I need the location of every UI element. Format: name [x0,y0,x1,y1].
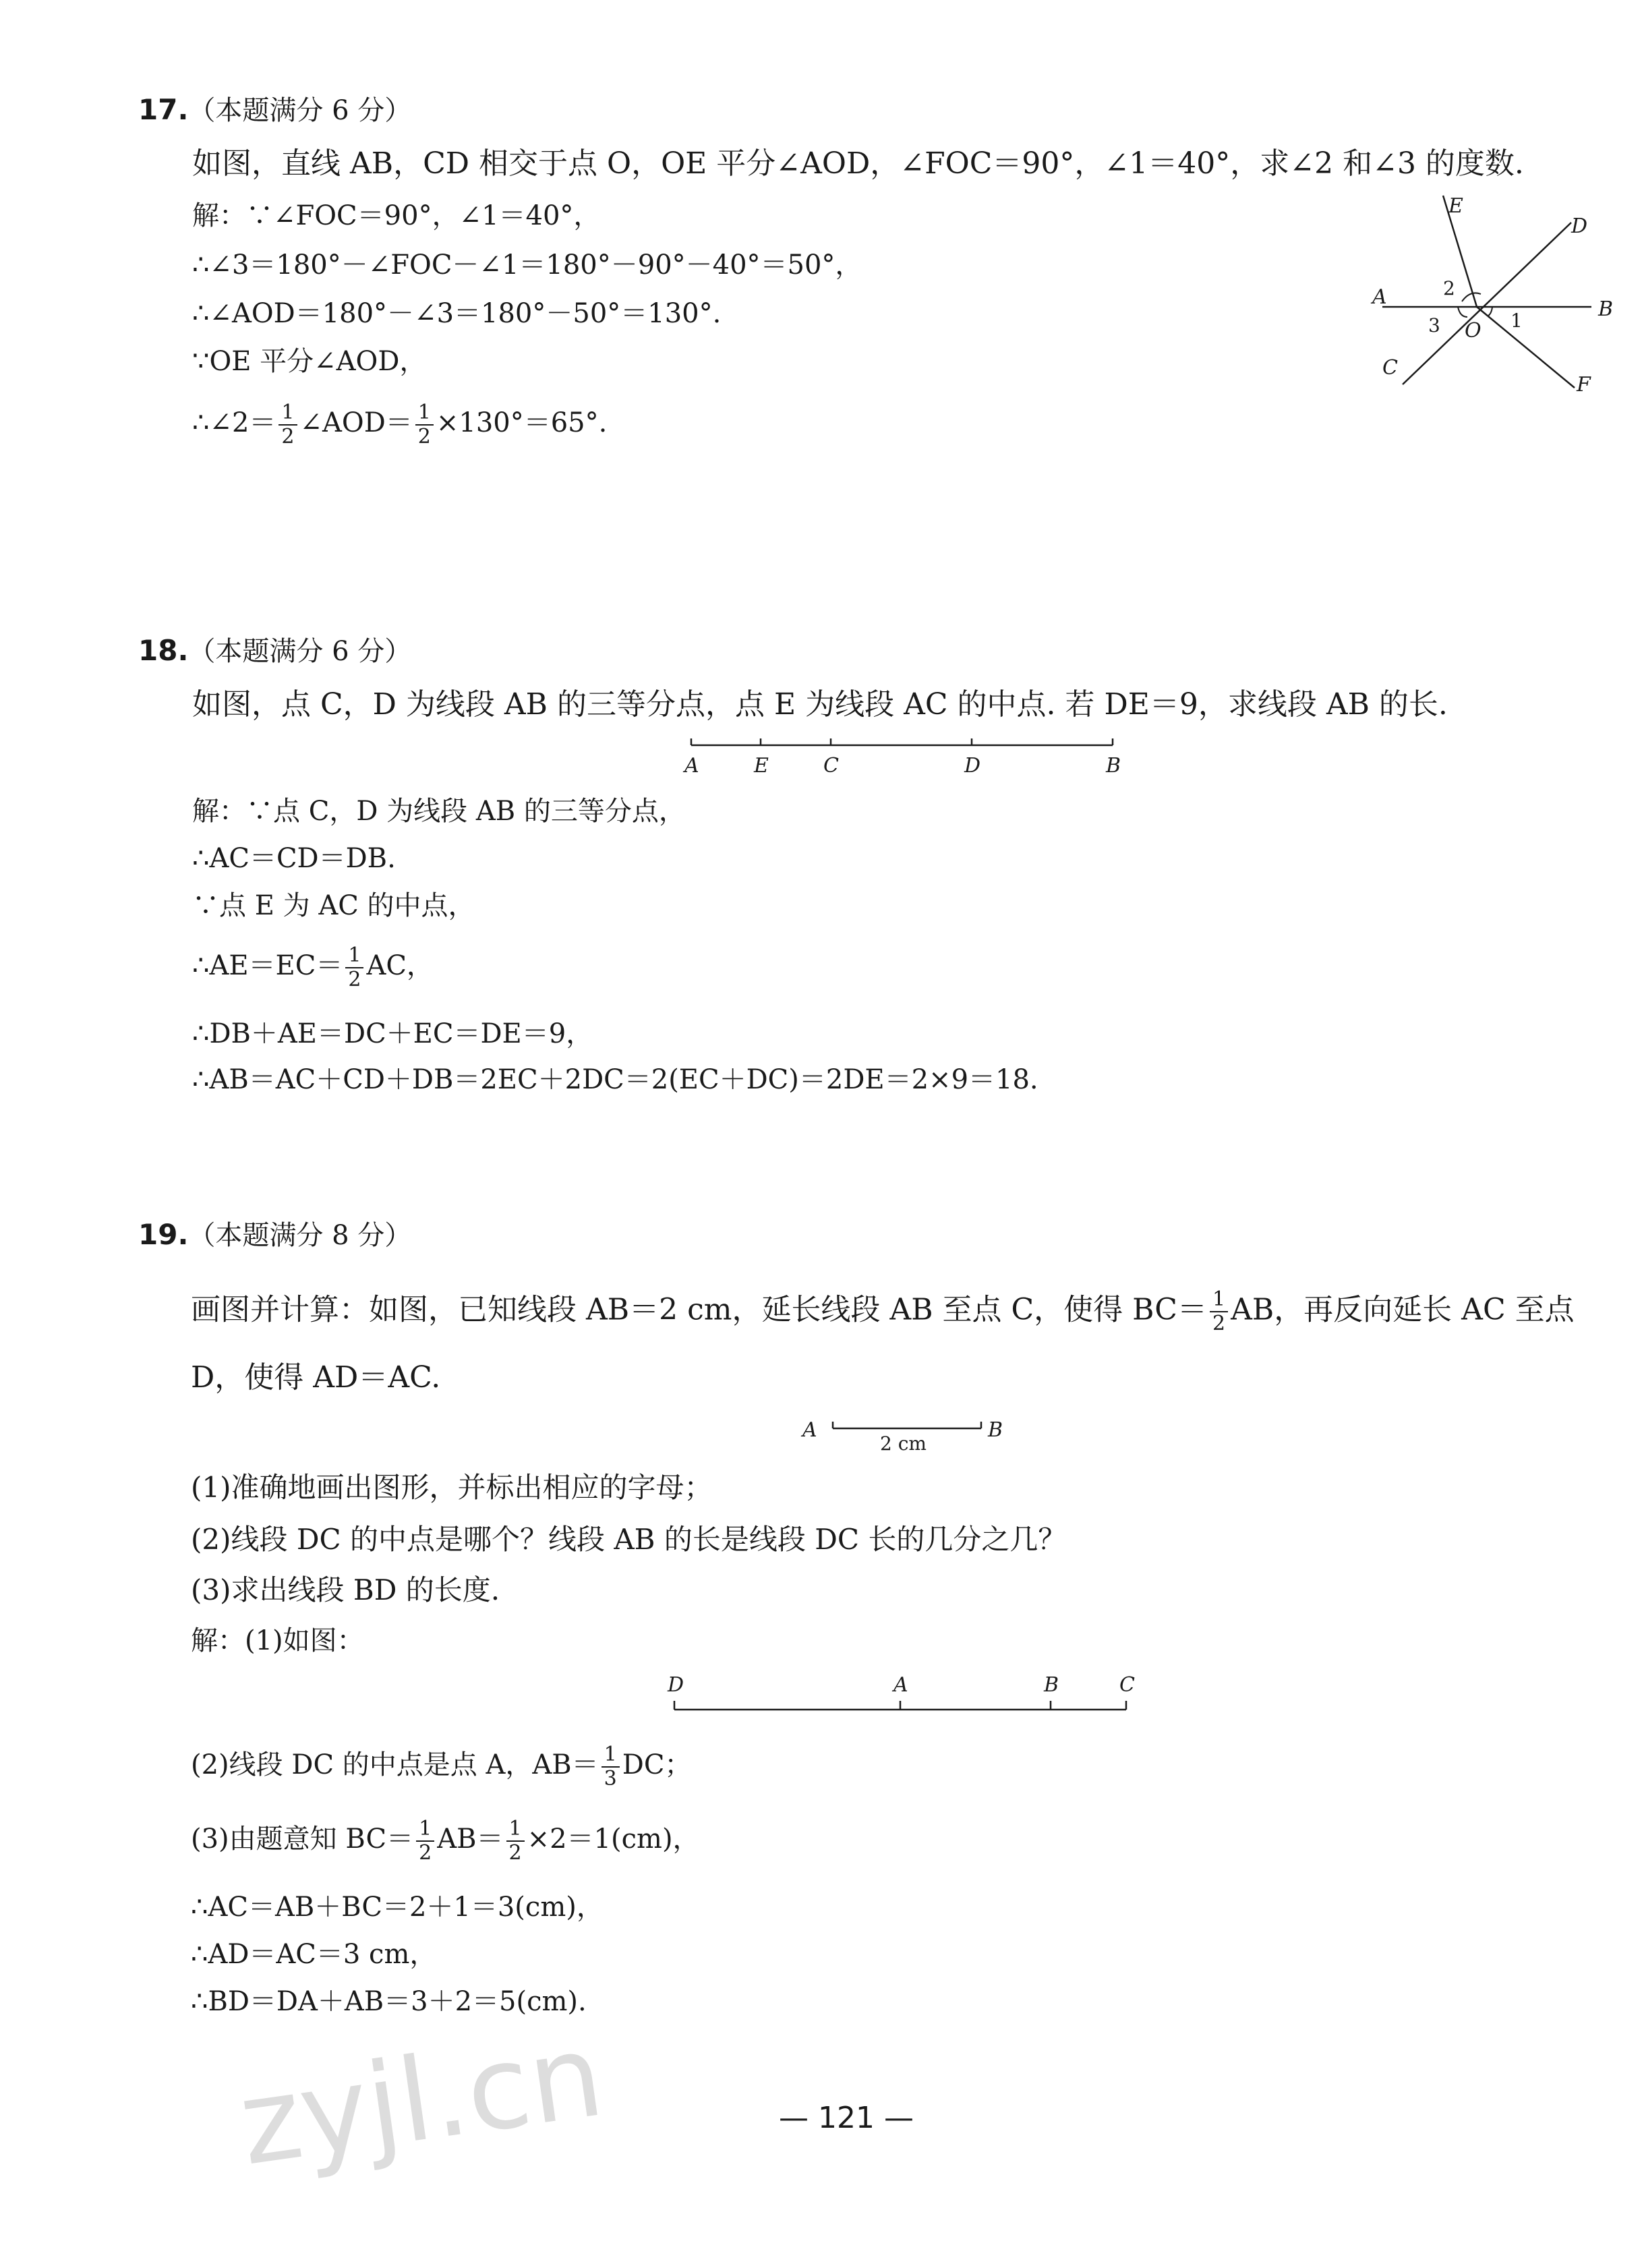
q18-stem: 如图，点 C，D 为线段 AB 的三等分点，点 E 为线段 AC 的中点. 若 DE＝9，求线段 AB 的长. [192,687,1448,722]
q19-part-3: (3)求出线段 BD 的长度. [191,1573,500,1606]
q19-sol-3 [191,1818,700,1865]
q19-sol-2-b: DC； [622,1749,692,1780]
q19-meta: （本题满分 8 分） [188,1220,412,1251]
q17-sol-4: ∵OE 平分∠AOD， [192,346,427,377]
q19-sol-1: 解：(1)如图： [191,1625,364,1656]
q19-stem-frac [1210,1288,1228,1335]
q17-frac-2 [415,401,434,448]
fig1-length: 2 cm [880,1432,927,1455]
q17-sol-2: ∴∠3＝180°－∠FOC－∠1＝180°－90°－40°＝50°， [192,250,862,281]
q18-sol-4 [192,944,434,991]
label-angle-1: 1 [1511,310,1523,332]
q17-sol-1: 解：∵∠FOC＝90°，∠1＝40°， [192,200,601,231]
label-A: A [1372,285,1387,309]
q19-stem-1 [191,1288,1575,1335]
q19-sol-2-a: (2)线段 DC 的中点是点 A，AB＝ [191,1749,599,1780]
angle-arc-3 [1458,307,1467,317]
q19-sol-3-frac-2-num: 1 [506,1818,525,1842]
q17-sol-3: ∴∠AOD＝180°－∠3＝180°－50°＝130°. [192,298,722,329]
angle-arc-2 [1462,293,1481,301]
q19-sol-3-a: (3)由题意知 BC＝ [191,1824,414,1855]
q17-sol-5-c: ×130°＝65°. [436,407,608,438]
label-angle-3: 3 [1428,314,1440,337]
q19-sol-3-frac-2-den: 2 [508,1841,522,1865]
fig2-label-C: C [1119,1673,1135,1697]
page-number: — 121 — [779,2101,914,2135]
q19-stem-1-b: AB，再反向延长 AC 至点 [1231,1292,1575,1327]
q19-sol-2 [191,1743,691,1791]
q18-heading [138,632,411,670]
q17-heading [138,91,411,129]
fig2-label-A: A [893,1673,908,1697]
q19-sol-3-frac-2 [506,1818,525,1865]
fig1-label-A: A [802,1418,817,1442]
q18-label-C: C [823,754,839,778]
q17-frac-2-den: 2 [417,425,431,448]
q18-frac-den: 2 [348,968,361,991]
label-B: B [1598,297,1614,321]
q18-sol-6: ∴AB＝AC＋CD＋DB＝2EC＋2DC＝2(EC＋DC)＝2DE＝2×9＝18. [192,1064,1038,1095]
label-O: O [1465,319,1482,343]
watermark: zyjl.cn [231,2008,611,2192]
q18-frac-num: 1 [345,944,363,968]
q17-frac-1-den: 2 [281,425,295,448]
q17-number: 17. [138,93,189,126]
q19-figure-2 [647,1659,1146,1720]
q17-figure [1359,189,1629,411]
q17-sol-5-a: ∴∠2＝ [192,407,276,438]
ray-of [1477,307,1575,388]
q19-sol-4: ∴AC＝AB＋BC＝2＋1＝3(cm)， [191,1892,604,1923]
q18-number: 18. [138,634,189,667]
q17-meta: （本题满分 6 分） [188,95,412,126]
q19-stem-1-a: 画图并计算：如图，已知线段 AB＝2 cm，延长线段 AB 至点 C，使得 BC＝ [191,1292,1207,1327]
q18-sol-4-a: ∴AE＝EC＝ [192,950,343,981]
q19-part-1: (1)准确地画出图形，并标出相应的字母； [191,1471,713,1504]
q18-sol-2: ∴AC＝CD＝DB. [192,843,396,874]
label-F: F [1577,373,1591,397]
q19-sol-5: ∴AD＝AC＝3 cm， [191,1939,437,1970]
fig2-label-B: B [1044,1673,1059,1697]
fig1-label-B: B [988,1418,1003,1442]
q19-number: 19. [138,1218,189,1251]
q19-sol-6: ∴BD＝DA＋AB＝3＋2＝5(cm). [191,1986,587,2017]
q19-stem-2: D，使得 AD＝AC. [191,1360,441,1395]
q19-sol-3-frac-1-num: 1 [416,1818,434,1842]
q19-stem-frac-den: 2 [1212,1312,1226,1335]
q17-sol-5-b: ∠AOD＝ [299,407,413,438]
q18-figure [674,728,1146,789]
line-cd [1403,223,1571,384]
q17-stem: 如图，直线 AB，CD 相交于点 O，OE 平分∠AOD，∠FOC＝90°，∠1＝40°，求∠2 和∠3 的度数. [192,146,1524,181]
q17-frac-1 [278,401,297,448]
q19-sol-3-frac-1 [416,1818,434,1865]
angle-arc-1 [1488,307,1492,316]
q19-heading [138,1216,411,1254]
q19-stem-frac-num: 1 [1210,1288,1228,1312]
q19-part-2: (2)线段 DC 的中点是哪个？线段 AB 的长是线段 DC 长的几分之几？ [191,1523,1067,1556]
label-angle-2: 2 [1443,277,1455,299]
q18-label-D: D [964,754,981,778]
q18-meta: （本题满分 6 分） [188,636,412,667]
label-C: C [1382,356,1398,380]
q19-figure-1 [789,1409,1018,1463]
q19-sol-2-frac-den: 3 [604,1767,617,1791]
q17-sol-5 [192,401,607,448]
q18-label-B: B [1106,754,1121,778]
q18-frac [345,944,363,991]
q18-label-A: A [684,754,699,778]
q18-sol-1: 解：∵点 C，D 为线段 AB 的三等分点， [192,796,686,827]
q17-frac-2-num: 1 [415,401,434,426]
q17-frac-1-num: 1 [278,401,297,426]
fig2-label-D: D [668,1673,684,1697]
label-D: D [1571,214,1588,238]
q19-sol-3-frac-1-den: 2 [419,1841,432,1865]
q19-sol-2-frac-num: 1 [602,1743,620,1768]
q19-sol-3-b: AB＝ [437,1824,504,1855]
q18-sol-5: ∴DB＋AE＝DC＋EC＝DE＝9， [192,1018,593,1049]
q18-sol-3: ∵点 E 为 AC 的中点， [192,890,475,921]
q18-label-E: E [754,754,769,778]
label-E: E [1448,194,1463,218]
q19-sol-3-c: ×2＝1(cm)， [527,1824,700,1855]
q19-sol-2-frac [602,1743,620,1791]
q18-sol-4-b: AC， [366,950,434,981]
